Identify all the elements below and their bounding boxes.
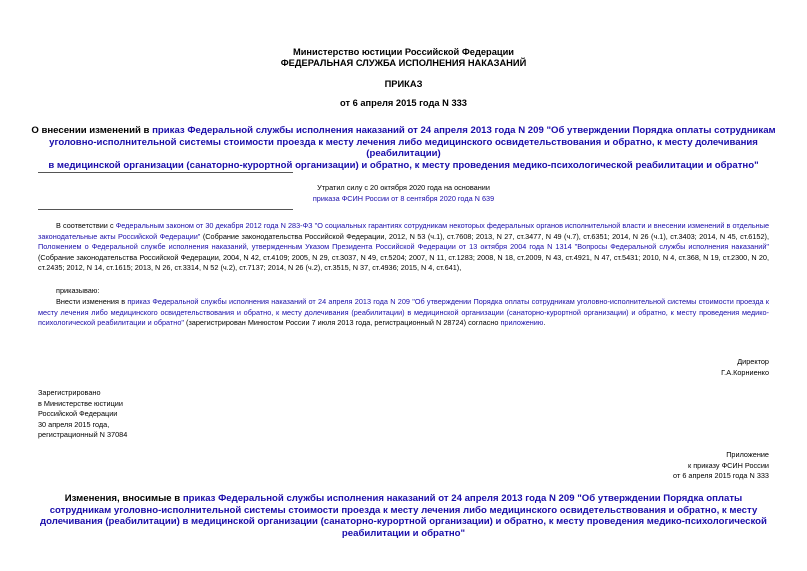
- order-text-2: (зарегистрирован Минюстом России 7 июля 2013 года, регистрационный N 28724) согласно: [183, 318, 501, 328]
- registration-line-2: в Министерстве юстиции: [38, 398, 123, 408]
- appendix-block: [673, 450, 769, 482]
- appendix-line-3: от 6 апреля 2015 года N 333: [673, 471, 769, 481]
- title-order-link[interactable]: приказ Федеральной службы исполнения наказаний от 24 апреля 2013 года N 209 "Об утверждении Порядка оплаты сотрудникам: [152, 125, 776, 136]
- registration-line-4: 30 апреля 2015 года,: [38, 419, 110, 429]
- order-text-3: .: [543, 318, 546, 328]
- void-notice-link[interactable]: приказа ФСИН России от 8 сентября 2020 года N 639: [312, 193, 495, 203]
- document-title: [20, 125, 787, 171]
- void-notice: [38, 183, 769, 204]
- signature: [721, 357, 769, 378]
- title-order-link-cont-2[interactable]: в медицинской организации (санаторно-курортной организации) и обратно, к месту проведения медико-психологической реабилитации и обратно": [48, 159, 759, 171]
- appendix-line-1: Приложение: [726, 450, 769, 459]
- signature-position: Директор: [737, 357, 769, 366]
- federal-law-link[interactable]: Федеральным законом от 30 декабря 2012 года N 283-ФЗ "О социальных гарантиях сотрудникам некоторых федеральных органов исполнительной власти и внесении изменений в отдельные законодательные акты Российской Федерации": [38, 221, 770, 241]
- appendix-line-2: к приказу ФСИН России: [688, 460, 769, 470]
- registration-line-3: Российской Федерации: [38, 409, 118, 419]
- preamble-paragraph: [38, 221, 769, 274]
- preamble-text-1: В соответствии с: [56, 221, 116, 230]
- order-text-1: Внести изменения в: [56, 297, 128, 306]
- separator-top: [38, 172, 293, 173]
- separator-bottom: [38, 209, 293, 210]
- registration-block: [38, 388, 127, 441]
- registration-line-1: Зарегистрировано: [38, 388, 101, 397]
- doc-type: ПРИКАЗ: [384, 79, 423, 89]
- changes-title-prefix: Изменения, вносимые в: [64, 493, 183, 504]
- signature-name: Г.А.Корниенко: [721, 367, 769, 377]
- amended-order-link[interactable]: приказ Федеральной службы исполнения наказаний от 24 апреля 2013 года N 209 "Об утверждении Порядка оплаты сотрудникам уголовно-исполнительной системы стоимости проезда к месту лечения либо медицинского освидетельствования и обратно, к месту долечивания (реабилитации) в медицинской организации (санаторно-курортной организации) и обратно, к месту проведения медико-психологической реабилитации и обратно": [38, 297, 770, 328]
- order-word: приказываю:: [56, 286, 100, 295]
- title-prefix: О внесении изменений в: [31, 125, 153, 136]
- appendix-link[interactable]: приложению: [500, 318, 544, 328]
- title-order-link-cont-1[interactable]: уголовно-исполнительной системы стоимости проезда к месту лечения либо медицинского освидетельствования и обратно, к месту долечивания (реабилитации): [49, 136, 758, 159]
- registration-line-5: регистрационный N 37084: [38, 430, 128, 440]
- preamble-text-3: (Собрание законодательства Российской Федерации, 2004, N 42, ст.4109; 2005, N 29, ст.3037, N 49, ст.5204; 2007, N 11, ст.1283; 2008, N 18, ст.2009, N 43, ст.4921, N 47, ст.5431; 2010, N 4, ст.368, N 19, ст.2300, N 20, ст.2435; 2012, N 14, ст.1615; 2013, N 26, ст.3314, N 52 (ч.2), ст.7137; 2014, N 26 (ч.2), ст.3515, N 37, ст.4936; 2015, N 4, ст.641),: [38, 252, 769, 273]
- changes-title-link[interactable]: приказ Федеральной службы исполнения наказаний от 24 апреля 2013 года N 209 "Об утверждении Порядка оплаты сотрудникам уголовно-исполнительной системы стоимости проезда к месту лечения либо медицинского освидетельствования и обратно, к месту долечивания (реабилитации) в медицинской организации (санаторно-курортной организации) и обратно, к месту проведения медико-психологической реабилитации и обратно": [40, 493, 767, 539]
- order-paragraph: [38, 297, 769, 329]
- header-service: ФЕДЕРАЛЬНАЯ СЛУЖБА ИСПОЛНЕНИЯ НАКАЗАНИЙ: [280, 58, 527, 68]
- header-ministry: Министерство юстиции Российской Федерации: [292, 47, 515, 57]
- fsin-regulation-link[interactable]: Положением о Федеральной службе исполнения наказаний, утвержденным Указом Президента Российской Федерации от 13 октября 2004 года N 1314 "Вопросы Федеральной службы исполнения наказаний": [38, 242, 769, 252]
- preamble-text-2: (Собрание законодательства Российской Федерации, 2012, N 53 (ч.1), ст.7608; 2013, N 27, ст.3477, N 49 (ч.7), ст.6351; 2014, N 26 (ч.1), ст.3403; 2014, N 45, ст.6152),: [200, 231, 769, 241]
- changes-title: [38, 493, 769, 539]
- void-notice-text: Утратил силу с 20 октября 2020 года на основании: [317, 183, 490, 192]
- doc-date: от 6 апреля 2015 года N 333: [340, 98, 467, 108]
